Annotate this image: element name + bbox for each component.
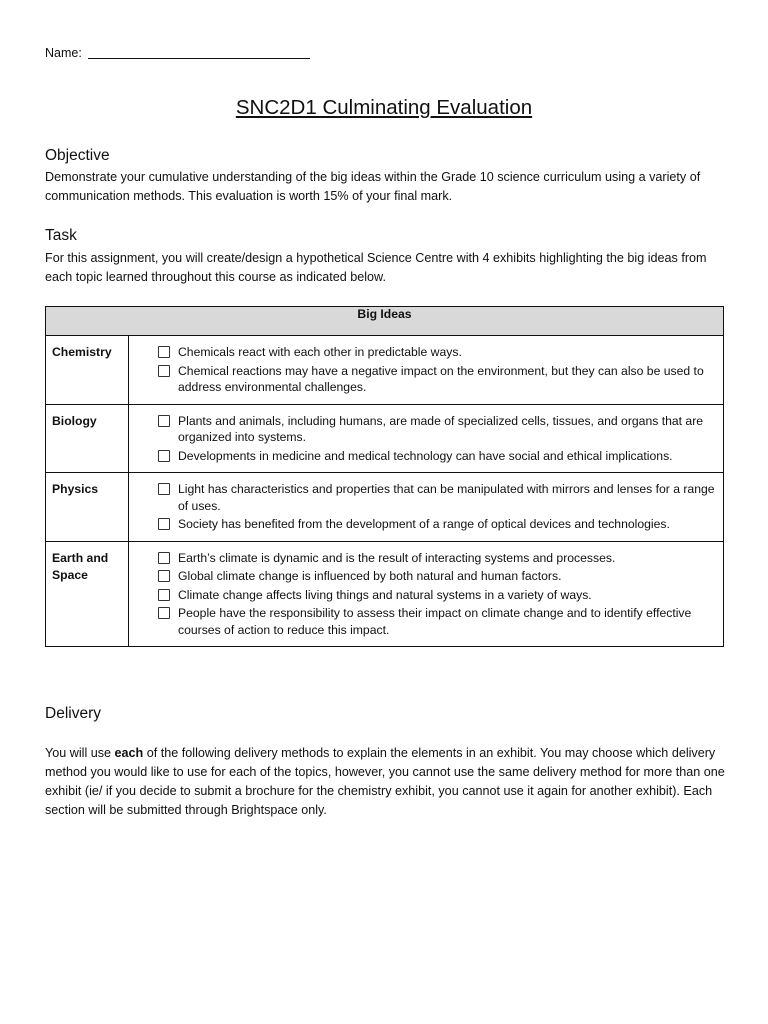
delivery-heading: Delivery	[45, 705, 101, 722]
list-item: Chemical reactions may have a negative impact on the environment, but they can also be used to address environmental challenges.	[159, 363, 717, 396]
name-field-line	[45, 46, 310, 60]
checkbox[interactable]	[158, 552, 170, 564]
topic-earth-and-space: Earth and Space	[46, 541, 129, 647]
objective-heading: Objective	[45, 147, 110, 164]
list-item: Global climate change is influenced by both natural and human factors.	[159, 568, 717, 585]
big-ideas-header: Big Ideas	[46, 307, 724, 336]
checkbox[interactable]	[158, 483, 170, 495]
topic-chemistry: Chemistry	[46, 336, 129, 405]
objective-text: Demonstrate your cumulative understanding of the big ideas within the Grade 10 science curriculum using a variety of communication methods. This evaluation is worth 15% of your final mark.	[45, 170, 701, 203]
checkbox[interactable]	[158, 518, 170, 530]
name-label: Name:	[45, 46, 82, 60]
document-title: SNC2D1 Culminating Evaluation	[235, 96, 533, 119]
ideas-earth-and-space	[129, 541, 724, 647]
ideas-biology	[129, 404, 724, 473]
checkbox[interactable]	[158, 415, 170, 427]
checkbox[interactable]	[158, 607, 170, 619]
list-item: Earth’s climate is dynamic and is the result of interacting systems and processes.	[159, 550, 717, 567]
table-row	[46, 473, 724, 542]
checkbox[interactable]	[158, 570, 170, 582]
topic-biology: Biology	[46, 404, 129, 473]
list-item: Plants and animals, including humans, are made of specialized cells, tissues, and organs that are organized into systems.	[159, 413, 717, 446]
list-item: Climate change affects living things and natural systems in a variety of ways.	[159, 587, 717, 604]
list-item: Developments in medicine and medical technology can have social and ethical implications.	[159, 448, 717, 465]
checkbox[interactable]	[158, 346, 170, 358]
checkbox[interactable]	[158, 365, 170, 377]
list-item: People have the responsibility to assess their impact on climate change and to identify effective courses of action to reduce this impact.	[159, 605, 717, 638]
delivery-text: You will use each of the following delivery methods to explain the elements in an exhibit. You may choose which delivery method you would like to use for each of the topics, however, you cannot use the same delivery method for more than one exhibit (ie/ if you decide to submit a brochure for the chemistry exhibit, you cannot use it again for another exhibit). Each section will be submitted through Brightspace only.	[45, 746, 725, 817]
task-heading: Task	[45, 227, 77, 244]
ideas-chemistry	[129, 336, 724, 405]
checkbox[interactable]	[158, 450, 170, 462]
ideas-physics	[129, 473, 724, 542]
table-row	[46, 404, 724, 473]
table-row	[46, 541, 724, 647]
list-item: Light has characteristics and properties that can be manipulated with mirrors and lenses for a range of uses.	[159, 481, 717, 514]
list-item: Society has benefited from the development of a range of optical devices and technologies.	[159, 516, 717, 533]
task-text: For this assignment, you will create/design a hypothetical Science Centre with 4 exhibits highlighting the big ideas from each topic learned throughout this course as indicated below.	[45, 251, 707, 284]
name-blank[interactable]	[88, 46, 310, 59]
topic-physics: Physics	[46, 473, 129, 542]
big-ideas-table	[45, 306, 724, 647]
checkbox[interactable]	[158, 589, 170, 601]
table-row	[46, 336, 724, 405]
list-item: Chemicals react with each other in predictable ways.	[159, 344, 717, 361]
